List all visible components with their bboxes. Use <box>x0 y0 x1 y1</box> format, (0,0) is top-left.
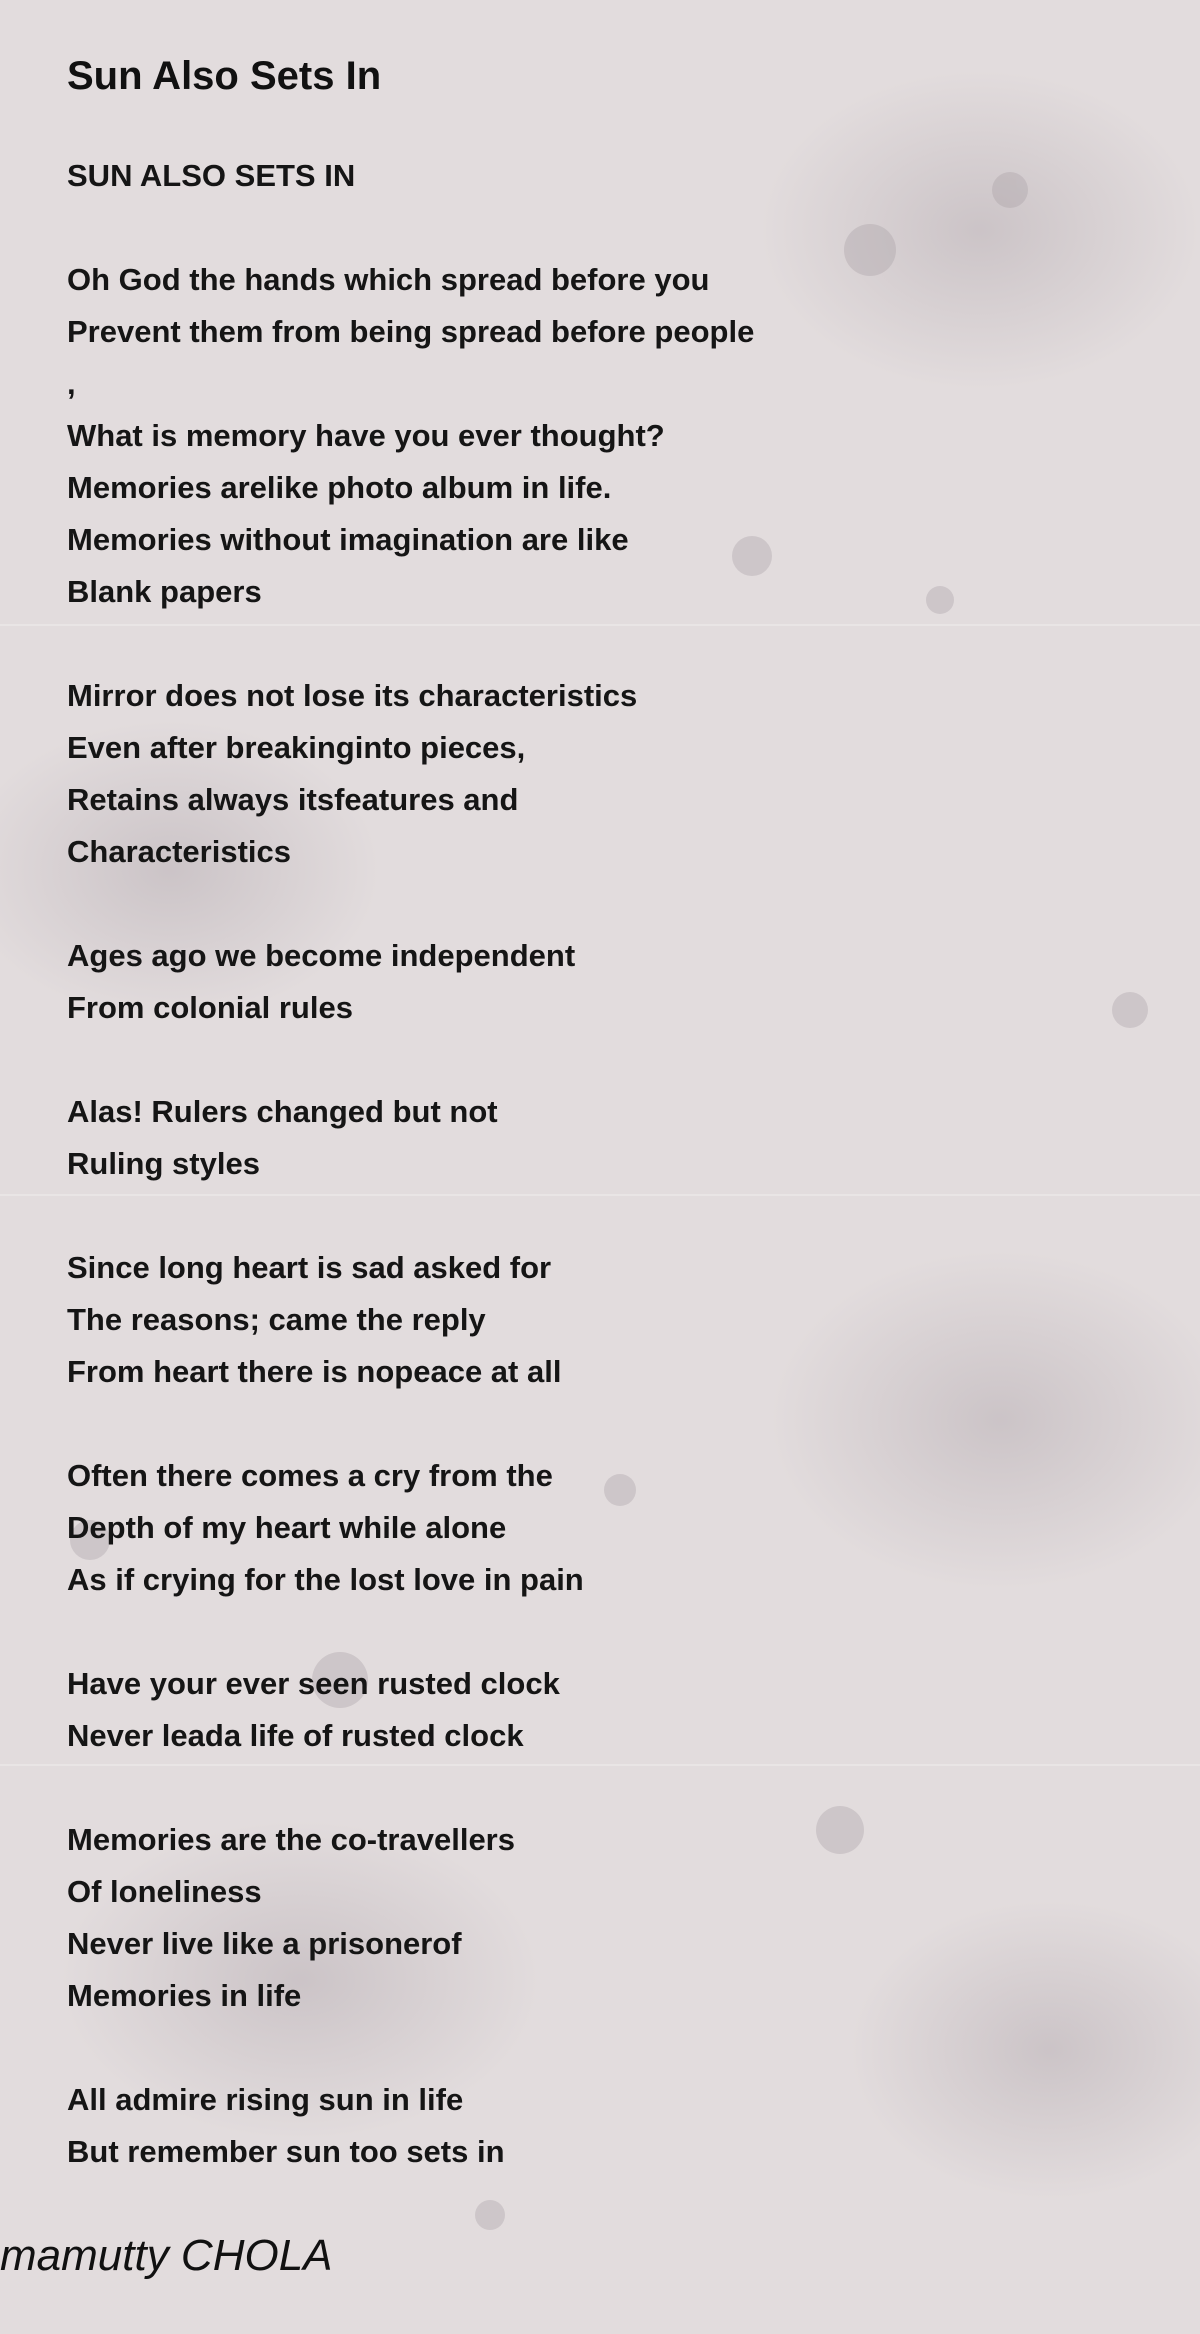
poem-line: Never live like a prisonerof <box>67 1926 462 1961</box>
poem-line: Memories are the co-travellers <box>67 1822 515 1857</box>
poem-line: Oh God the hands which spread before you <box>67 262 710 297</box>
poem-line: From colonial rules <box>67 990 353 1025</box>
stanza-break <box>67 2022 1167 2074</box>
stanza-break <box>67 1190 1167 1242</box>
poem-line: Characteristics <box>67 834 292 869</box>
stanza-break <box>67 1398 1167 1450</box>
poem-line: Alas! Rulers changed but not <box>67 1094 498 1129</box>
poem-line: Ages ago we become independent <box>67 938 576 973</box>
poem-line: Blank papers <box>67 574 262 609</box>
stanza-break <box>67 618 1167 670</box>
poem-line: Since long heart is sad asked for <box>67 1250 552 1285</box>
poem-line: Retains always itsfeatures and <box>67 782 519 817</box>
poem-line: Ruling styles <box>67 1146 260 1181</box>
poem-line: As if crying for the lost love in pain <box>67 1562 584 1597</box>
poem-line: Of loneliness <box>67 1874 262 1909</box>
poem-line: Mirror does not lose its characteristics <box>67 678 638 713</box>
stanza-break <box>67 1034 1167 1086</box>
poem-line: All admire rising sun in life <box>67 2082 464 2117</box>
poem-line: Prevent them from being spread before people <box>67 314 755 349</box>
poem-line: What is memory have you ever thought? <box>67 418 665 453</box>
poem-line: Memories without imagination are like <box>67 522 629 557</box>
poem-line: SUN ALSO SETS IN <box>67 158 356 193</box>
poem-line: Even after breakinginto pieces, <box>67 730 526 765</box>
poem-line: Memories in life <box>67 1978 302 2013</box>
poem-body <box>67 150 1167 2178</box>
poem-author: mamutty CHOLA <box>0 2231 333 2280</box>
poem-line: Often there comes a cry from the <box>67 1458 553 1493</box>
stanza-break <box>67 878 1167 930</box>
stanza-break <box>67 202 1167 254</box>
poem-line: Depth of my heart while alone <box>67 1510 507 1545</box>
poem-line: , <box>67 366 76 401</box>
stanza-break <box>67 1606 1167 1658</box>
poem-line: Never leada life of rusted clock <box>67 1718 524 1753</box>
poem-line: But remember sun too sets in <box>67 2134 505 2169</box>
poem-title: Sun Also Sets In <box>67 54 382 98</box>
poem-line: Memories arelike photo album in life. <box>67 470 612 505</box>
poem-line: Have your ever seen rusted clock <box>67 1666 560 1701</box>
stanza-break <box>67 1762 1167 1814</box>
poem-line: The reasons; came the reply <box>67 1302 486 1337</box>
poem-line: From heart there is nopeace at all <box>67 1354 562 1389</box>
poem-page <box>67 0 1167 2178</box>
